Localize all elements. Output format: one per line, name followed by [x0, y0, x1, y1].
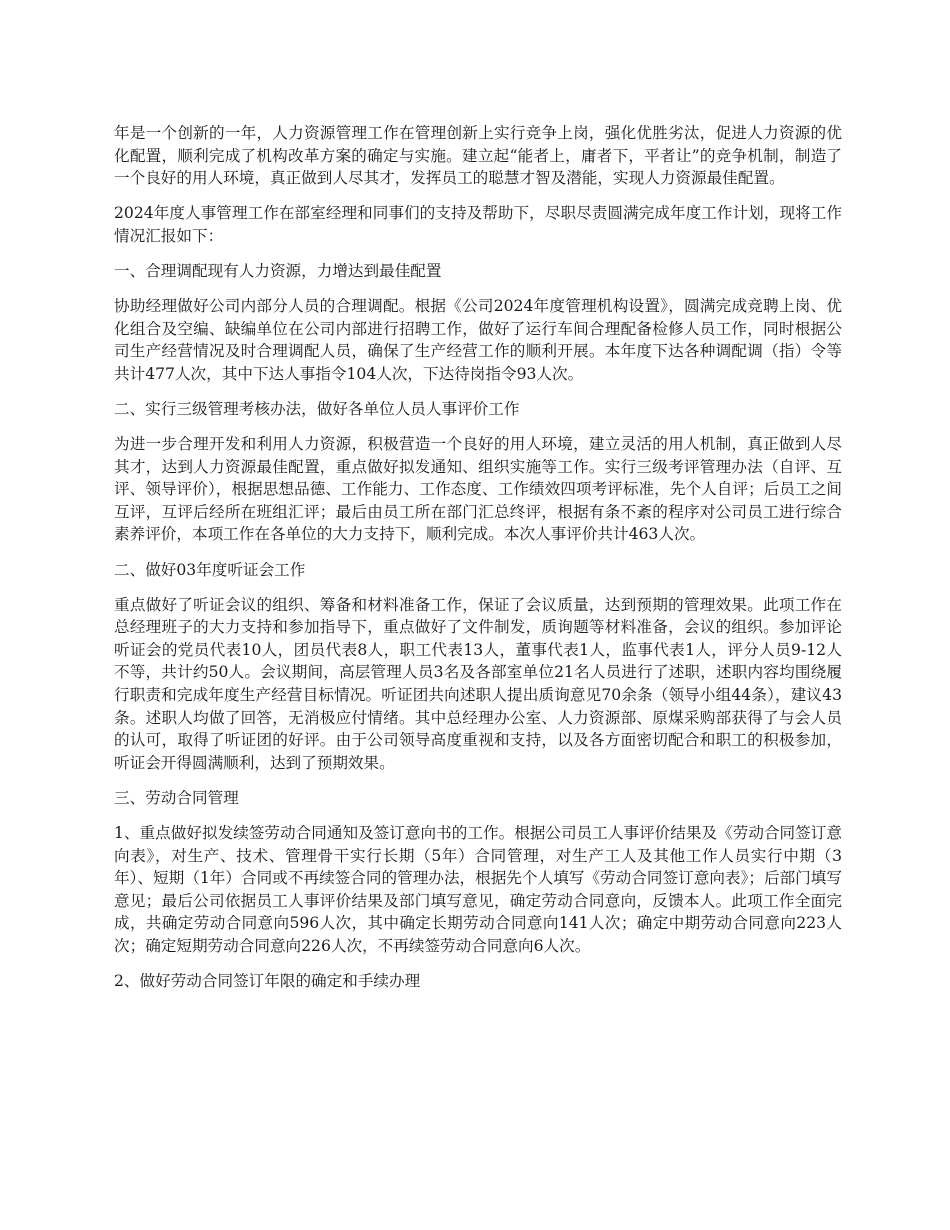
- paragraph-intro: 年是一个创新的一年，人力资源管理工作在管理创新上实行竞争上岗，强化优胜劣汰，促进人力资源的优化配置，顺利完成了机构改革方案的确定与实施。建立起“能者上，庸者下，平者让”的竞争机制，制造了一个良好的用人环境，真正做到人尽其才，发挥员工的聪慧才智及潜能，实现人力资源最佳配置。: [114, 124, 842, 188]
- paragraph-section-2: 为进一步合理开发和利用人力资源，积极营造一个良好的用人环境，建立灵活的用人机制，真正做到人尽其才，达到人力资源最佳配置，重点做好拟发通知、组织实施等工作。实行三级考评管理办法（自评、互评、领导评价），根据思想品德、工作能力、工作态度、工作绩效四项考评标准，先个人自评；后员工之间互评，互评后经所在班组汇评；最后由员工所在部门汇总终评，根据有条不紊的程序对公司员工进行综合素养评价，本项工作在各单位的大力支持下，顺利完成。本次人事评价共计463人次。: [114, 435, 842, 544]
- paragraph-section-1: 协助经理做好公司内部分人员的合理调配。根据《公司2024年度管理机构设置》，圆满完成竞聘上岗、优化组合及空编、缺编单位在公司内部进行招聘工作，做好了运行车间合理配备检修人员工作，同时根据公司生产经营情况及时合理调配人员，确保了生产经营工作的顺利开展。本年度下达各种调配调（指）令等共计477人次，其中下达人事指令104人次，下达待岗指令93人次。: [114, 297, 842, 383]
- section-heading-1: 一、合理调配现有人力资源，力增达到最佳配置: [114, 261, 442, 280]
- section-heading-2: 二、实行三级管理考核办法，做好各单位人员人事评价工作: [114, 399, 520, 418]
- subsection-heading-4-2: 2、做好劳动合同签订年限的确定和手续办理: [114, 972, 421, 990]
- document-body: [114, 122, 842, 1005]
- section-heading-4: 三、劳动合同管理: [114, 788, 239, 807]
- paragraph-section-4-item-1: 1、重点做好拟发续签劳动合同通知及签订意向书的工作。根据公司员工人事评价结果及《劳动合同签订意向表》，对生产、技术、管理骨干实行长期（5年）合同管理，对生产工人及其他工作人员实行中期（3年）、短期（1年）合同或不再续签合同的管理办法，根据先个人填写《劳动合同签订意向表》；后部门填写意见；最后公司依据员工人事评价结果及部门填写意见，确定劳动合同意向，反馈本人。此项工作全面完成，共确定劳动合同意向596人次，其中确定长期劳动合同意向141人次；确定中期劳动合同意向223人次；确定短期劳动合同意向226人次，不再续签劳动合同意向6人次。: [114, 823, 842, 955]
- paragraph-section-3: 重点做好了听证会议的组织、筹备和材料准备工作，保证了会议质量，达到预期的管理效果。此项工作在总经理班子的大力支持和参加指导下，重点做好了文件制发，质询题等材料准备，会议的组织。参加评论听证会的党员代表10人，团员代表8人，职工代表13人，董事代表1人，监事代表1人，评分人员9-12人不等，共计约50人。会议期间，高层管理人员3名及各部室单位21名人员进行了述职，述职内容均围绕履行职责和完成年度生产经营目标情况。听证团共向述职人提出质询意见70余条（领导小组44条），建议43条。述职人均做了回答，无消极应付情绪。其中总经理办公室、人力资源部、原煤采购部获得了与会人员的认可，取得了听证团的好评。由于公司领导高度重视和支持，以及各方面密切配合和职工的积极参加，听证会开得圆满顺利，达到了预期效果。: [114, 595, 842, 772]
- paragraph-summary: 2024年度人事管理工作在部室经理和同事们的支持及帮助下，尽职尽责圆满完成年度工作计划，现将工作情况汇报如下：: [114, 204, 842, 245]
- section-heading-3: 二、做好03年度听证会工作: [114, 560, 306, 579]
